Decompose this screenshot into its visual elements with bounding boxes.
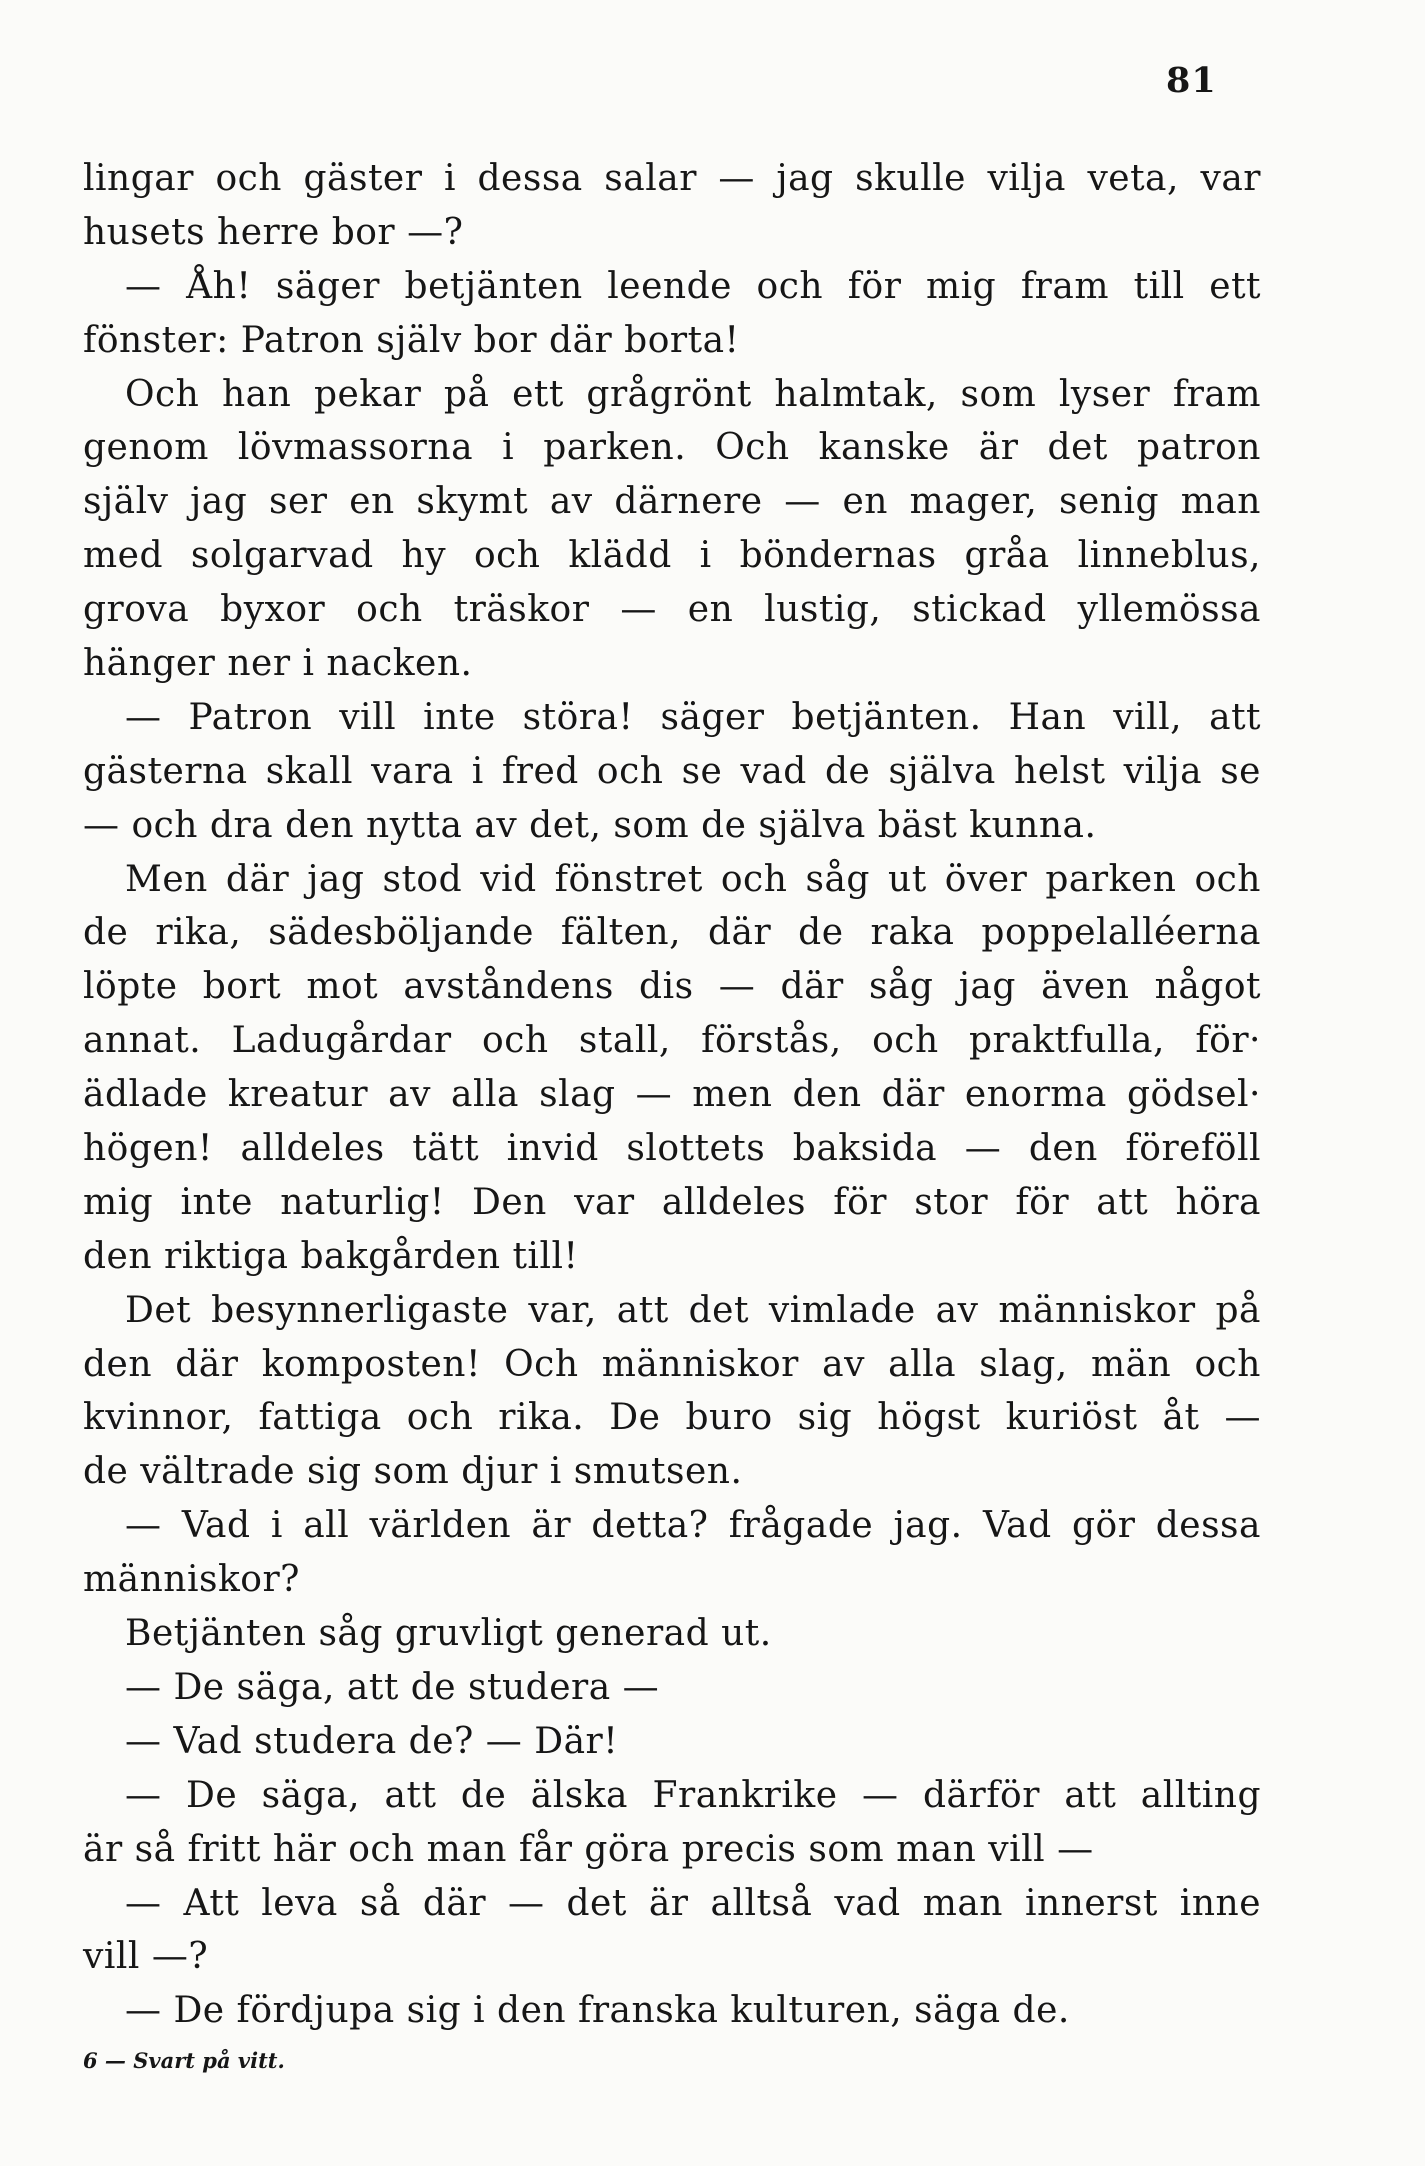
body-text	[83, 152, 1261, 2038]
text-line: ädlade kreatur av alla slag — men den där enorma gödsel·	[83, 1074, 1261, 1116]
text-line: — De fördjupa sig i den franska kulturen, säga de.	[125, 1990, 1070, 2032]
footer-signature: 6 — Svart på vitt.	[83, 2048, 285, 2073]
text-line: — Vad i all världen är detta? frågade jag. Vad gör dessa	[125, 1505, 1261, 1547]
text-line: den där komposten! Och människor av alla slag, män och	[83, 1343, 1261, 1385]
text-line: — Att leva så där — det är alltså vad man innerst inne	[125, 1882, 1261, 1924]
text-line: — Vad studera de? — Där!	[125, 1720, 619, 1762]
text-line: — De säga, att de studera —	[125, 1666, 660, 1708]
text-line: vill —?	[83, 1936, 209, 1978]
text-line: grova byxor och träskor — en lustig, stickad yllemössa	[83, 589, 1261, 631]
text-line: — Åh! säger betjänten leende och för mig fram till ett	[125, 265, 1261, 307]
text-line: löpte bort mot avståndens dis — där såg jag även något	[83, 966, 1261, 1008]
page-number: 81	[1166, 60, 1217, 101]
text-line: hänger ner i nacken.	[83, 643, 473, 685]
text-line: — Patron vill inte störa! säger betjänten. Han vill, att	[125, 696, 1261, 738]
text-line: fönster: Patron själv bor där borta!	[83, 319, 740, 361]
text-line: gästerna skall vara i fred och se vad de själva helst vilja se	[83, 750, 1261, 792]
text-line: högen! alldeles tätt invid slottets baksida — den föreföll	[83, 1128, 1261, 1170]
text-line: med solgarvad hy och klädd i böndernas gråa linneblus,	[83, 535, 1261, 577]
text-line: kvinnor, fattiga och rika. De buro sig högst kuriöst åt —	[83, 1397, 1261, 1439]
text-line: Men där jag stod vid fönstret och såg ut över parken och	[125, 858, 1261, 900]
text-line: — De säga, att de älska Frankrike — därför att allting	[125, 1774, 1261, 1816]
text-line: mig inte naturlig! Den var alldeles för stor för att höra	[83, 1181, 1261, 1223]
text-line: de vältrade sig som djur i smutsen.	[83, 1451, 743, 1493]
text-line: annat. Ladugårdar och stall, förstås, och praktfulla, för·	[83, 1020, 1261, 1062]
text-line: genom lövmassorna i parken. Och kanske är det patron	[83, 427, 1261, 469]
text-line: människor?	[83, 1559, 300, 1601]
text-line: lingar och gäster i dessa salar — jag skulle vilja veta, var	[83, 158, 1261, 199]
text-line: själv jag ser en skymt av därnere — en mager, senig man	[83, 481, 1261, 523]
text-line: Det besynnerligaste var, att det vimlade av människor på	[125, 1289, 1261, 1331]
text-line: den riktiga bakgården till!	[83, 1235, 579, 1277]
text-line: — och dra den nytta av det, som de själva bäst kunna.	[83, 804, 1097, 846]
text-line: Och han pekar på ett grågrönt halmtak, som lyser fram	[125, 373, 1261, 415]
text-line: husets herre bor —?	[83, 211, 464, 253]
text-line: Betjänten såg gruvligt generad ut.	[125, 1613, 772, 1655]
text-line: de rika, sädesböljande fälten, där de raka poppelalléerna	[83, 912, 1261, 954]
text-line: är så fritt här och man får göra precis som man vill —	[83, 1828, 1094, 1870]
